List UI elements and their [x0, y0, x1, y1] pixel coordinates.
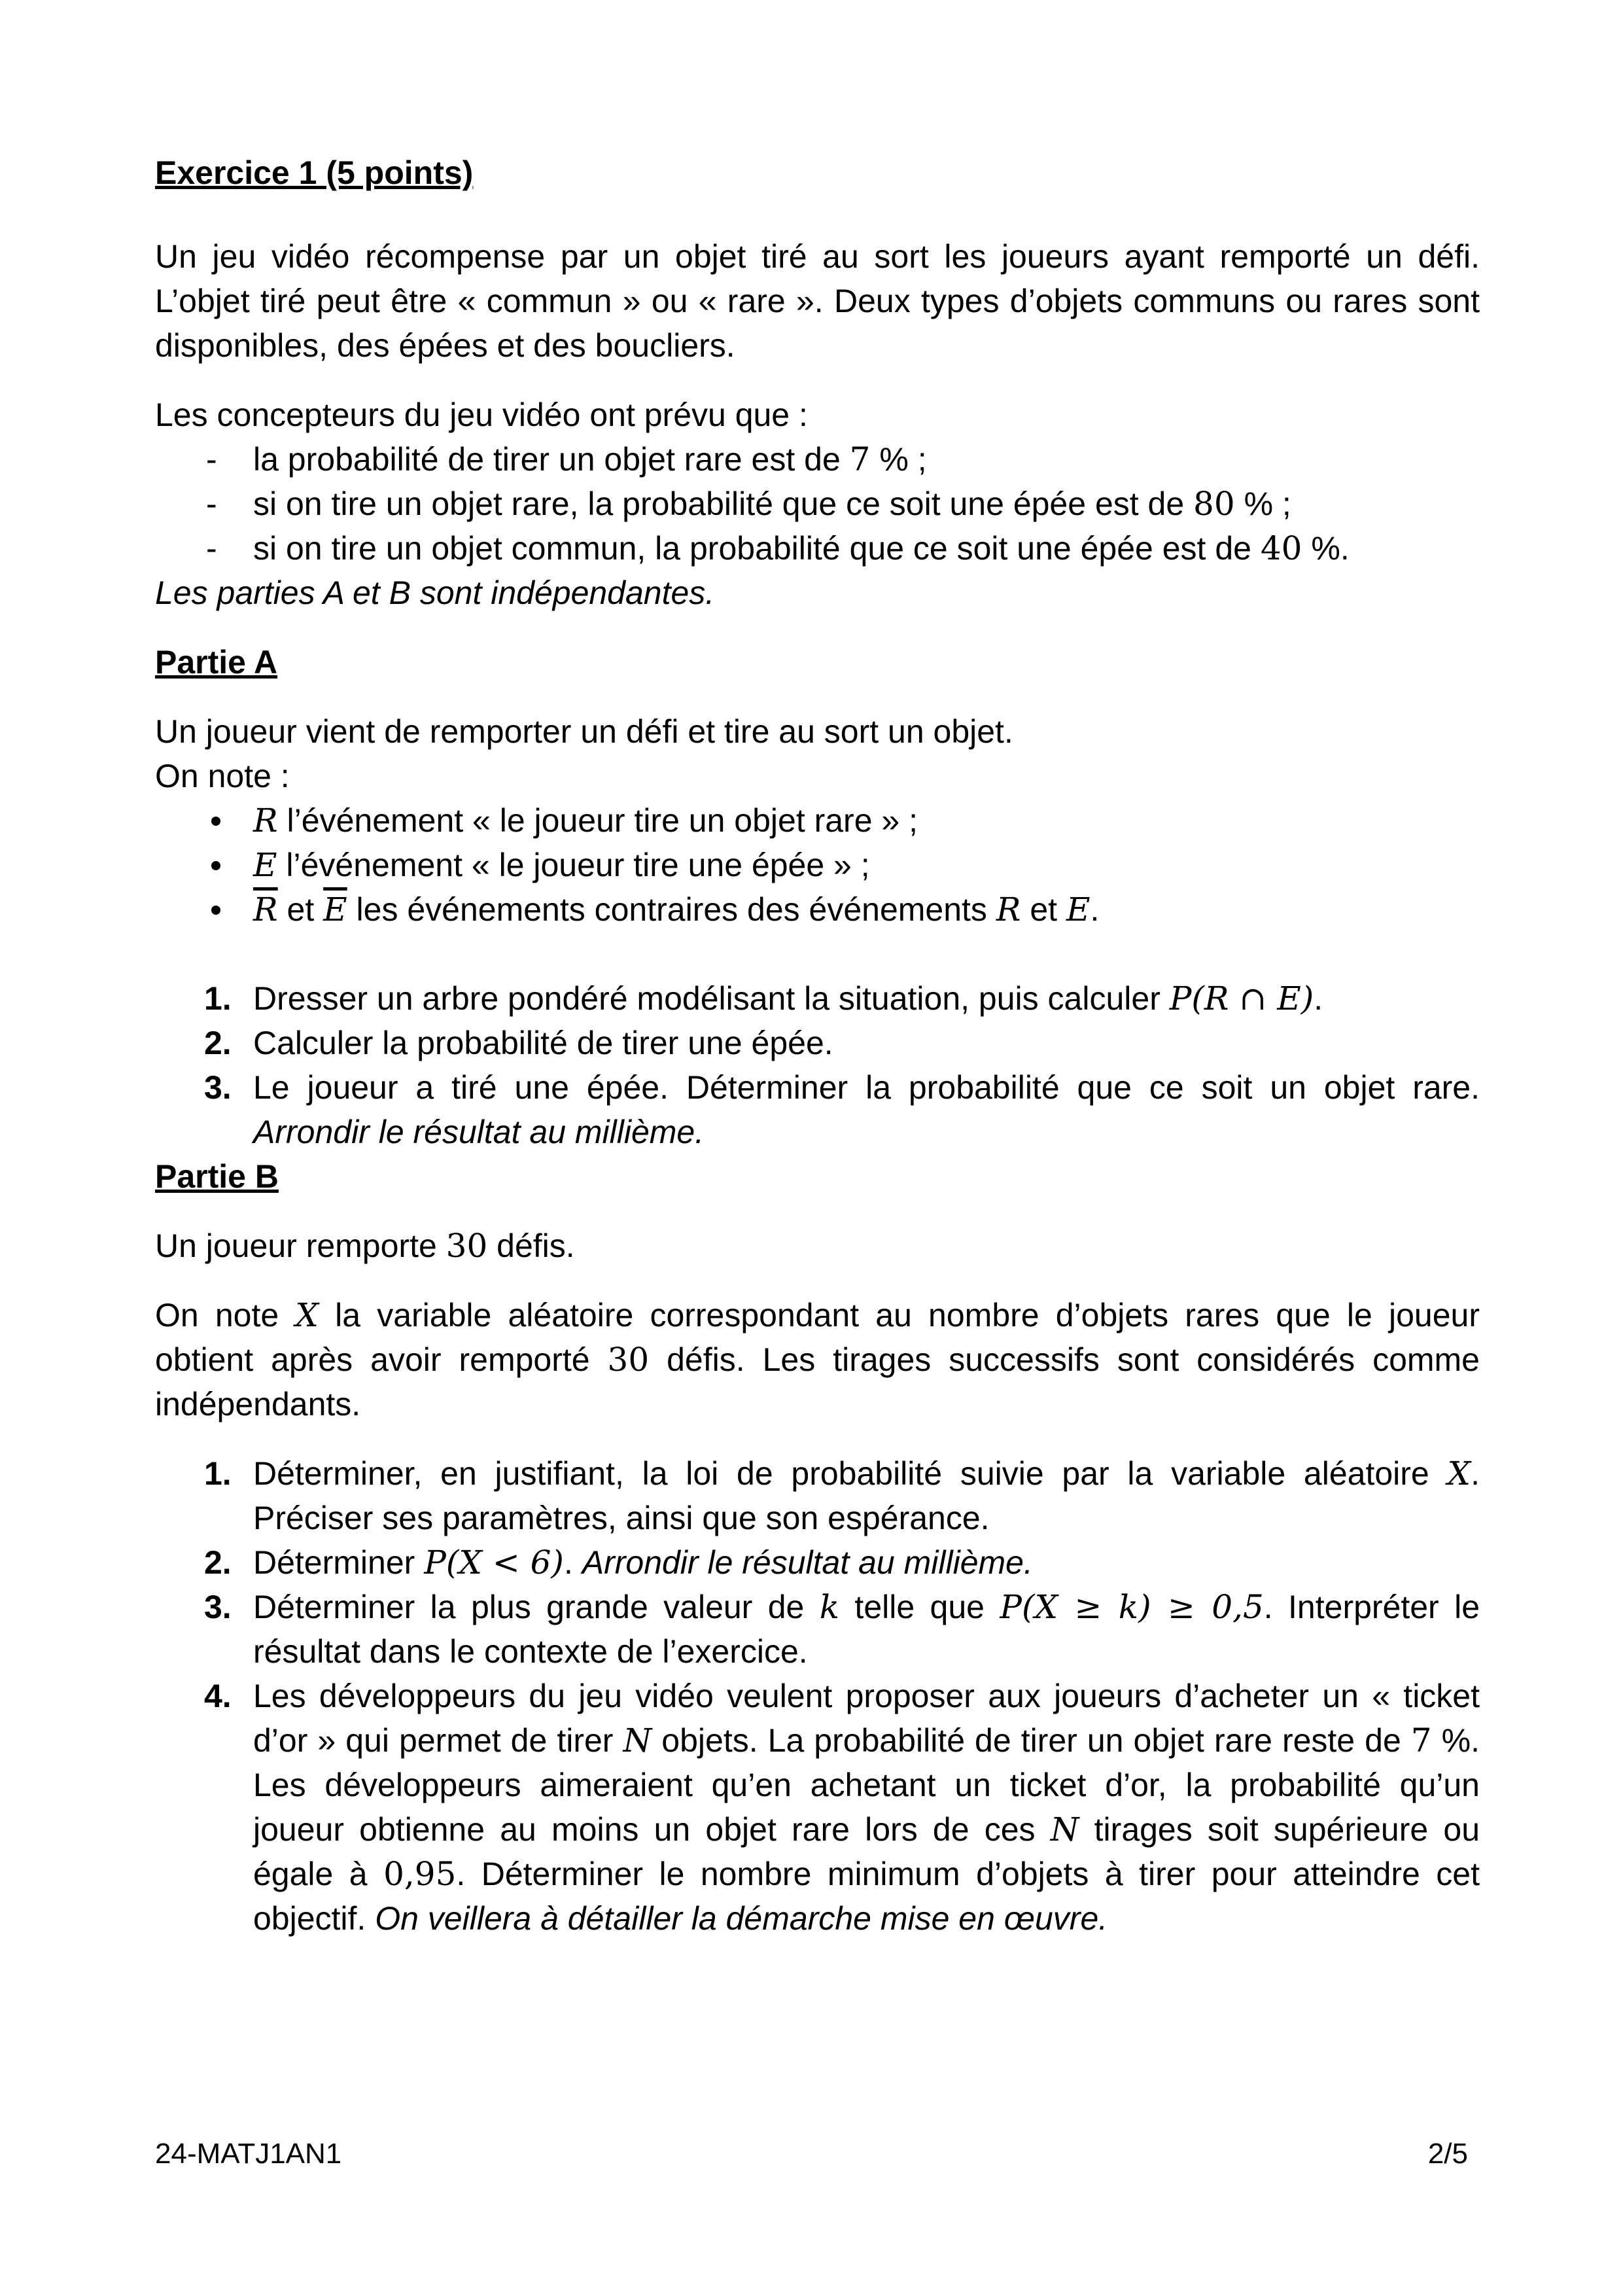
- list-item: - si on tire un objet rare, la probabilité que ce soit une épée est de 80 % ;: [155, 482, 1480, 526]
- part-a-heading: Partie A: [155, 644, 278, 680]
- question-item: 3. Le joueur a tiré une épée. Déterminer la probabilité que ce soit un objet rare. Arrondir le résultat au millième.: [204, 1069, 1480, 1150]
- question-item: 2. Calculer la probabilité de tirer une épée.: [204, 1025, 833, 1061]
- designers-intro: Les concepteurs du jeu vidéo ont prévu que :: [155, 397, 808, 433]
- footer-page-number: 2/5: [1427, 2138, 1468, 2170]
- part-a-line-2: On note :: [155, 758, 290, 794]
- part-a-questions: [155, 976, 1480, 1154]
- list-item: E l’événement « le joueur tire une épée » ;: [155, 843, 1480, 887]
- list-item: $\overline{R}$ et $\overline{E}$ les événements contraires des événements R et E.: [155, 887, 1480, 932]
- question-item: 4. Les développeurs du jeu vidéo veulent proposer aux joueurs d’acheter un « ticket d’or » qui permet de tirer N objets. La probabilité de tirer un objet rare reste de 7 %. Les développeurs aimeraient qu’en achetant un ticket d’or, la probabilité qu’un joueur obtienne au moins un objet rare lors de ces N tirages soit supérieure ou égale à 0,95. Déterminer le nombre minimum d’objets à tirer pour atteindre cet objectif. On veillera à détailler la démarche mise en œuvre.: [204, 1678, 1480, 1937]
- part-b-heading: Partie B: [155, 1158, 279, 1195]
- designers-list: [155, 437, 1480, 571]
- part-b-line-1: Un joueur remporte 30 défis.: [155, 1227, 575, 1265]
- footer-code: 24-MATJ1AN1: [155, 2138, 342, 2170]
- exercise-title: Exercice 1 (5 points): [155, 154, 474, 191]
- intro-paragraph: Un jeu vidéo récompense par un objet tiré au sort les joueurs ayant remporté un défi. L’objet tiré peut être « commun » ou « rare ». Deux types d’objets communs ou rares sont disponibles, des épées et des boucliers.: [155, 238, 1480, 364]
- list-item: - la probabilité de tirer un objet rare est de 7 % ;: [155, 437, 1480, 482]
- question-item: 2. Déterminer P(X < 6). Arrondir le résultat au millième.: [204, 1544, 1033, 1581]
- question-item: 3. Déterminer la plus grande valeur de k telle que P(X ≥ k) ≥ 0,5. Interpréter le résultat dans le contexte de l’exercice.: [204, 1588, 1480, 1670]
- list-item: R l’événement « le joueur tire un objet rare » ;: [155, 798, 1480, 843]
- exercise-page: [155, 150, 1480, 1941]
- independence-note: Les parties A et B sont indépendantes.: [155, 574, 715, 611]
- part-b-questions: [155, 1451, 1480, 1941]
- events-list: [155, 798, 1480, 932]
- question-item: 1. Déterminer, en justifiant, la loi de probabilité suivie par la variable aléatoire X. Préciser ses paramètres, ainsi que son espérance.: [204, 1455, 1480, 1536]
- question-item: 1. Dresser un arbre pondéré modélisant la situation, puis calculer P(R ∩ E).: [204, 980, 1323, 1017]
- part-a-line-1: Un joueur vient de remporter un défi et tire au sort un objet.: [155, 713, 1013, 750]
- list-item: - si on tire un objet commun, la probabilité que ce soit une épée est de 40 %.: [155, 526, 1480, 571]
- part-b-paragraph: On note X la variable aléatoire correspondant au nombre d’objets rares que le joueur obtient après avoir remporté 30 défis. Les tirages successifs sont considérés comme indépendants.: [155, 1296, 1480, 1422]
